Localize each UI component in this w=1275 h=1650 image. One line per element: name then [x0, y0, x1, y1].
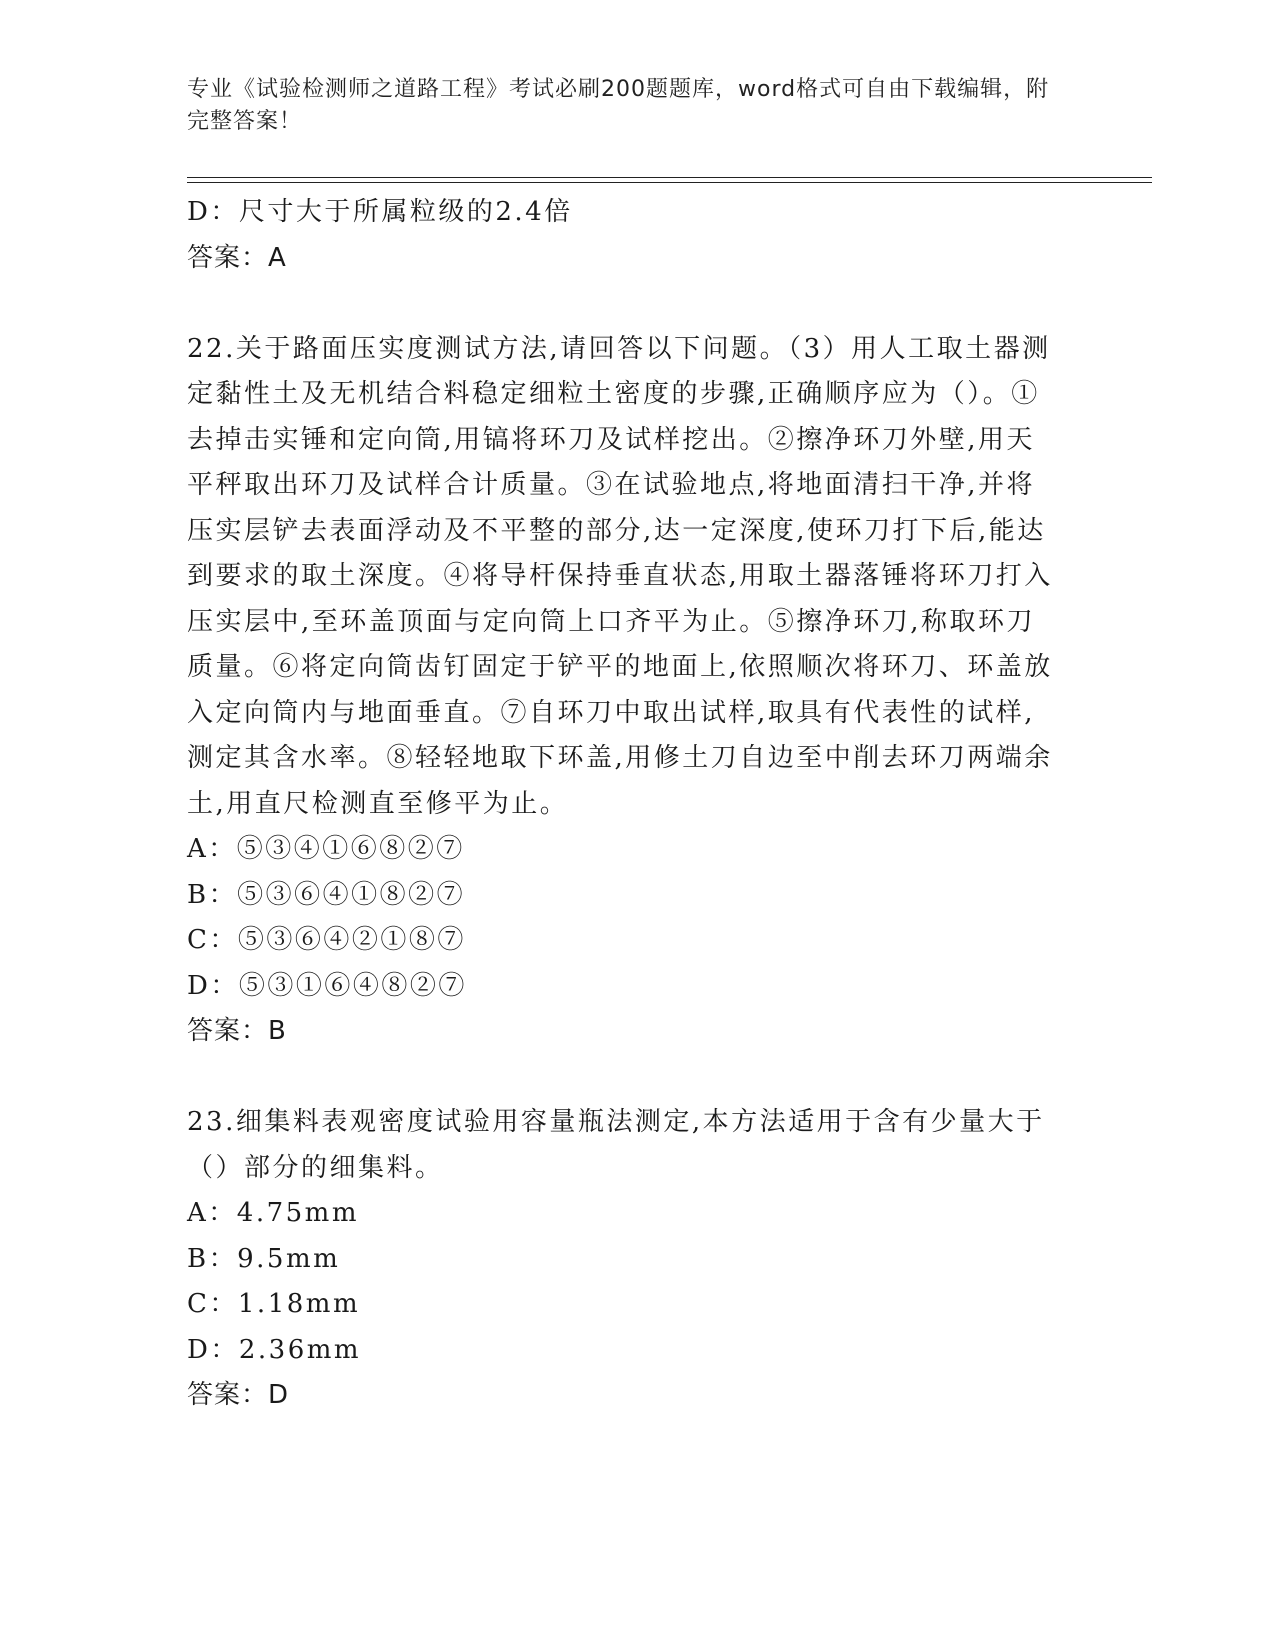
q22-text-line: 到要求的取土深度。④将导杆保持垂直状态,用取土器落锤将环刀打入: [187, 561, 1053, 591]
q22-text-line: 测定其含水率。⑧轻轻地取下环盖,用修土刀自边至中削去环刀两端余: [187, 743, 1053, 773]
q22-option-c: C：⑤③⑥④②①⑧⑦: [187, 925, 466, 955]
q22-text-line: 质量。⑥将定向筒齿钉固定于铲平的地面上,依照顺次将环刀、环盖放: [187, 652, 1053, 682]
q22-text-line: 22.关于路面压实度测试方法,请回答以下问题。（3）用人工取土器测: [187, 333, 1051, 364]
q23-option-c: C：1.18mm: [187, 1289, 361, 1319]
q22-answer: 答案：B: [187, 1016, 287, 1046]
header-rule-top: [187, 177, 1152, 178]
document-body: [187, 190, 1067, 1419]
prev-answer: 答案：A: [187, 242, 287, 273]
spacer: [187, 281, 1067, 327]
q23-option-d: D：2.36mm: [187, 1334, 362, 1365]
q22-text-line: 压实层铲去表面浮动及不平整的部分,达一定深度,使环刀打下后,能达: [187, 515, 1046, 546]
question-22: [187, 327, 1067, 1055]
q23-option-b: B：9.5mm: [187, 1243, 341, 1274]
prev-option-d: D：尺寸大于所属粒级的2.4倍: [187, 197, 573, 227]
q22-option-b: B：⑤③⑥④①⑧②⑦: [187, 879, 466, 910]
q22-option-a: A：⑤③④①⑥⑧②⑦: [187, 834, 465, 864]
q23-text-line: （）部分的细集料。: [187, 1152, 444, 1183]
q22-text-line: 定黏性土及无机结合料稳定细粒土密度的步骤,正确顺序应为（）。①: [187, 379, 1040, 409]
q23-text-line: 23.细集料表观密度试验用容量瓶法测定,本方法适用于含有少量大于: [187, 1107, 1045, 1137]
q22-text-line: 压实层中,至环盖顶面与定向筒上口齐平为止。⑤擦净环刀,称取环刀: [187, 606, 1036, 637]
q22-text-line: 土,用直尺检测直至修平为止。: [187, 788, 569, 819]
q22-text-line: 平秤取出环刀及试样合计质量。③在试验地点,将地面清扫干净,并将: [187, 470, 1036, 500]
header-rule-bottom: [187, 182, 1152, 183]
q22-text-line: 去掉击实锤和定向筒,用镐将环刀及试样挖出。②擦净环刀外壁,用天: [187, 424, 1036, 455]
q23-answer: 答案：D: [187, 1380, 290, 1410]
document-header: 专业《试验检测师之道路工程》考试必刷200题题库，word格式可自由下载编辑，附完整答案！: [187, 77, 1050, 134]
q22-option-d: D：⑤③①⑥④⑧②⑦: [187, 970, 467, 1001]
spacer: [187, 1055, 1067, 1101]
question-23: [187, 1100, 1067, 1419]
q23-option-a: A：4.75mm: [187, 1198, 359, 1228]
q22-text-line: 入定向筒内与地面垂直。⑦自环刀中取出试样,取具有代表性的试样,: [187, 697, 1036, 728]
